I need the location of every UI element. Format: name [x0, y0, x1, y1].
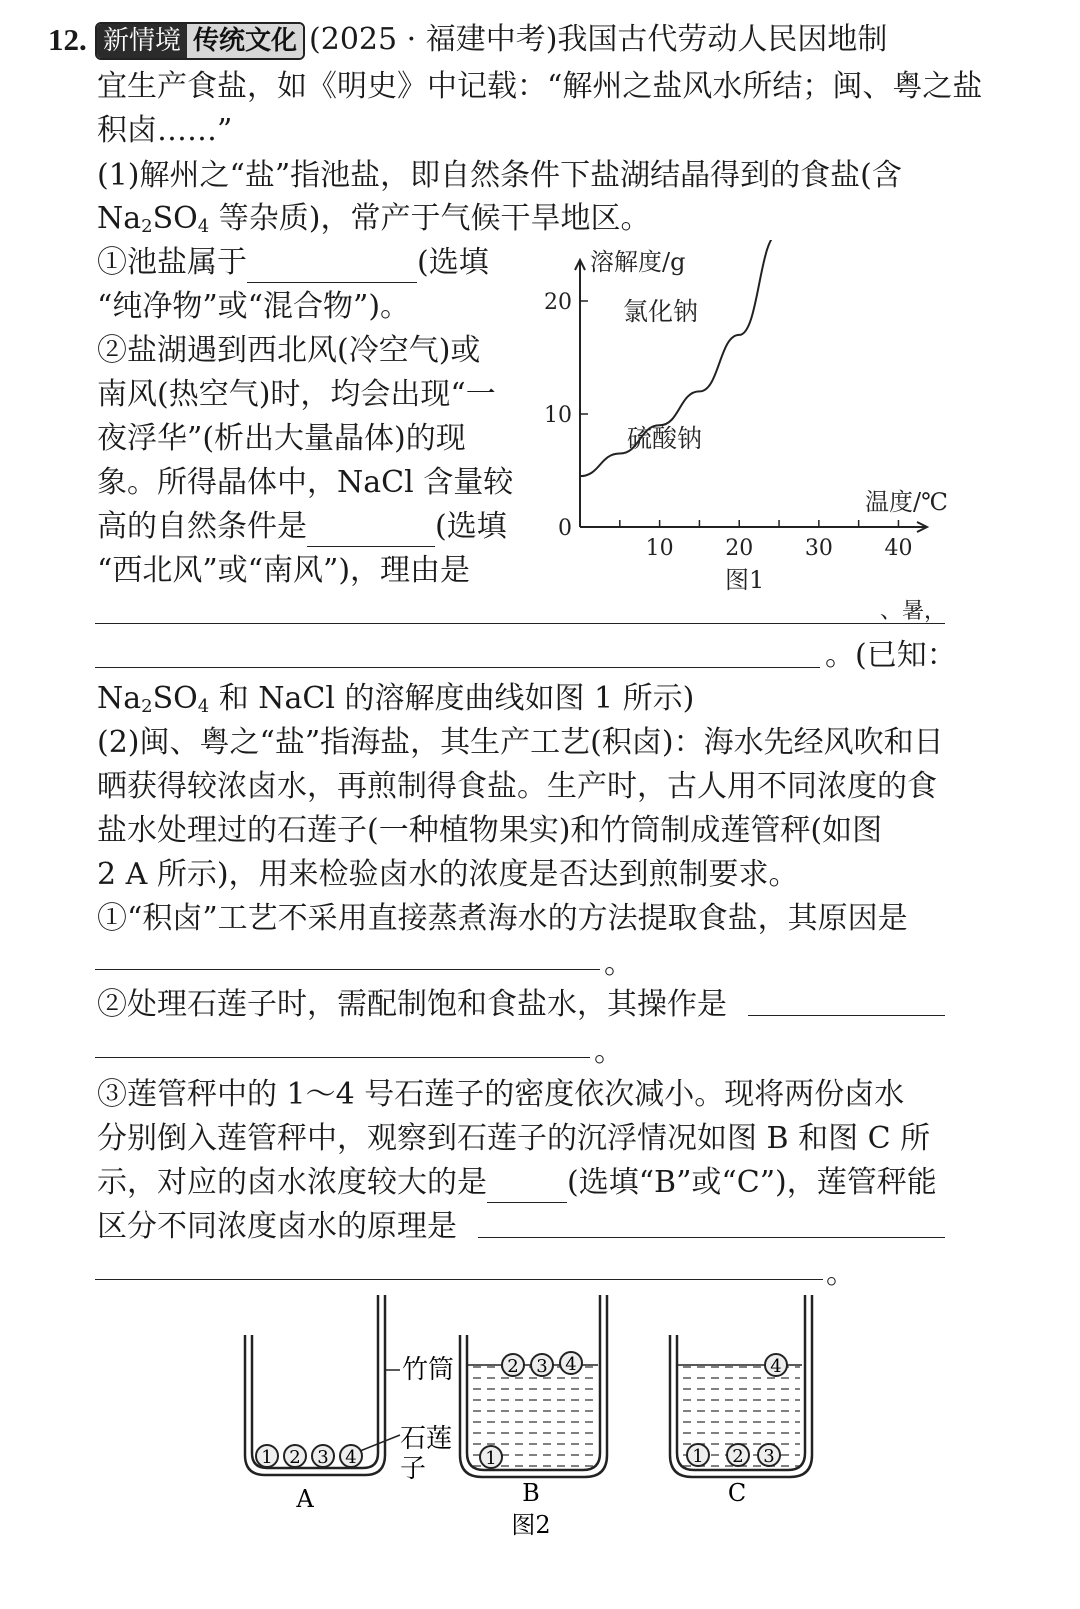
part2-line1: (2)闽、粤之“盐”指海盐，其生产工艺(积卤)：海水先经风吹和日: [97, 725, 944, 760]
answer-blank-q2-reason-1[interactable]: [95, 622, 945, 624]
answer-blank-q2-condition[interactable]: [307, 516, 435, 547]
seed-c-3: [758, 1444, 780, 1467]
part1-q1-options: “纯净物”或“混合物”)。: [97, 289, 411, 324]
label-bamboo-tube: 竹筒: [402, 1355, 455, 1385]
seed-number: 4: [770, 1356, 782, 1377]
part1-q2-known-text: 和 NaCl 的溶解度曲线如图 1 所示): [209, 681, 695, 716]
seed-number: 3: [536, 1356, 548, 1377]
part1-q2-line5: [97, 507, 507, 547]
seed-a-3: [312, 1445, 334, 1468]
tube-a: [245, 1295, 385, 1513]
part1-q1-hint: (选填: [417, 245, 489, 280]
part2-q2: ②处理石莲子时，需配制饱和食盐水，其操作是: [97, 987, 727, 1022]
tube-b: [460, 1295, 607, 1507]
seed-number: 2: [732, 1446, 744, 1467]
question-intro-3: 积卤……”: [97, 113, 233, 148]
chart-title: 图1: [725, 566, 765, 594]
chart-ylabel: 溶解度/g: [590, 248, 686, 276]
part1-q2-text: 高的自然条件是: [97, 509, 307, 544]
part2-q3-line2: 分别倒入莲管秤中，观察到石莲子的沉浮情况如图 B 和图 C 所: [97, 1121, 931, 1156]
question-intro-2: 宜生产食盐，如《明史》中记载：“解州之盐风水所结；闽、粤之盐: [97, 69, 983, 104]
panel-label-a: A: [296, 1485, 314, 1513]
series-label-nacl: 氯化钠: [623, 297, 699, 326]
part1-line2-text: 等杂质)，常产于气候干旱地区。: [209, 201, 651, 236]
part1-q2-line8-end: 。(已知：: [825, 638, 957, 673]
seed-b-4: [560, 1352, 582, 1375]
part1-q2-line6: “西北风”或“南风”)，理由是: [97, 553, 471, 588]
y-tick-label: 0: [558, 516, 572, 541]
label-lotus-seed-1: 石莲: [400, 1424, 453, 1454]
seed-number: 1: [261, 1447, 273, 1468]
seed-c-2: [727, 1444, 749, 1467]
answer-blank-p2-q3-principle-b[interactable]: [95, 1278, 823, 1280]
chart-xlabel: 温度/℃: [865, 488, 948, 516]
part2-q3-line1: ③莲管秤中的 1～4 号石莲子的密度依次减小。现将两份卤水: [97, 1077, 905, 1112]
question-tag: [95, 22, 305, 60]
answer-blank-q2-reason-2[interactable]: [95, 666, 820, 668]
formula-text: Na: [97, 681, 142, 716]
question-intro-1: 我国古代劳动人民因地制: [557, 22, 888, 57]
x-tick-label: 30: [804, 536, 833, 561]
formula-subscript: 2: [141, 696, 153, 717]
part1-line1: (1)解州之“盐”指池盐，即自然条件下盐湖结晶得到的食盐(含: [97, 158, 902, 193]
x-tick-label: 20: [725, 536, 754, 561]
solubility-chart: [535, 240, 955, 600]
seed-a-2: [284, 1445, 306, 1468]
part2-q3-end: 。: [826, 1256, 856, 1291]
formula-subscript: 4: [197, 696, 210, 717]
part2-q1: ①“积卤”工艺不采用直接蒸煮海水的方法提取食盐，其原因是: [97, 901, 908, 936]
tag-new-context: 新情境: [97, 24, 187, 58]
part1-q2-line4: 象。所得晶体中，NaCl 含量较: [97, 465, 514, 500]
answer-blank-p2-q2-a[interactable]: [748, 1014, 945, 1016]
question-number: 12.: [48, 22, 87, 57]
x-tick-label: 10: [645, 536, 674, 561]
panel-label-c: C: [727, 1479, 747, 1507]
part2-q3-line4: 区分不同浓度卤水的原理是: [97, 1209, 457, 1244]
seed-b-2: [502, 1354, 524, 1377]
part1-q2-line7-tail: 、暑，: [880, 599, 947, 624]
seed-number: 4: [565, 1354, 577, 1375]
part2-q3-hint: (选填“B”或“C”)，莲管秤能: [567, 1165, 937, 1200]
part1-q2-hint: (选填: [435, 509, 507, 544]
seed-number: 4: [345, 1447, 357, 1468]
part2-line4: 2 A 所示)，用来检验卤水的浓度是否达到煎制要求。: [97, 857, 799, 892]
part1-line2: [97, 199, 650, 239]
part2-line2: 晒获得较浓卤水，再煎制得食盐。生产时，古人用不同浓度的食: [97, 769, 937, 804]
answer-blank-q1[interactable]: [247, 252, 417, 283]
seed-a-1: [256, 1445, 278, 1468]
figure2-lotus-scale: [220, 1285, 840, 1555]
part1-q2-known: [97, 679, 694, 719]
answer-blank-p2-q1[interactable]: [95, 968, 600, 970]
part2-q1-end: 。: [604, 946, 634, 981]
tag-traditional-culture: 传统文化: [187, 24, 303, 58]
part1-q2-line1: ②盐湖遇到西北风(冷空气)或: [97, 333, 481, 368]
formula-text: SO: [152, 201, 198, 236]
panel-label-b: B: [522, 1479, 540, 1507]
part1-q2-line3: 夜浮华”(析出大量晶体)的现: [97, 421, 466, 456]
seed-number: 2: [507, 1356, 519, 1377]
figure2-caption: 图2: [511, 1511, 551, 1539]
seed-number: 1: [485, 1448, 497, 1469]
seed-c-4: [765, 1354, 787, 1377]
series-label-na2so4: 硫酸钠: [627, 424, 703, 453]
part1-q1-line: [97, 243, 489, 283]
x-tick-label: 40: [884, 536, 913, 561]
seed-a-4: [340, 1445, 362, 1468]
seed-number: 3: [317, 1447, 329, 1468]
part2-q3-line3: [97, 1163, 937, 1203]
seed-c-1: [687, 1444, 709, 1467]
answer-blank-p2-q3-principle-a[interactable]: [478, 1236, 945, 1238]
part1-q2-line2: 南风(热空气)时，均会出现“一: [97, 377, 496, 412]
question-header-line: [95, 20, 887, 60]
part2-q3-text: 示，对应的卤水浓度较大的是: [97, 1165, 487, 1200]
seed-number: 1: [692, 1446, 704, 1467]
y-tick-label: 10: [544, 403, 572, 428]
tube-c: [670, 1295, 812, 1507]
part1-q1-text: ①池盐属于: [97, 245, 247, 280]
part2-q2-end: 。: [594, 1034, 624, 1069]
answer-blank-p2-q2-b[interactable]: [95, 1056, 590, 1058]
seed-b-1: [480, 1446, 502, 1469]
y-tick-label: 20: [544, 290, 572, 315]
formula-text: SO: [152, 681, 198, 716]
seed-number: 3: [763, 1446, 775, 1467]
part2-line3: 盐水处理过的石莲子(一种植物果实)和竹筒制成莲管秤(如图: [97, 813, 883, 848]
answer-blank-p2-q3-choice[interactable]: [487, 1172, 567, 1203]
seed-b-3: [531, 1354, 553, 1377]
label-lotus-seed-2: 子: [400, 1454, 427, 1484]
formula-subscript: 2: [141, 216, 153, 237]
formula-text: Na: [97, 201, 142, 236]
seed-number: 2: [289, 1447, 301, 1468]
formula-subscript: 4: [197, 216, 210, 237]
question-source: (2025 · 福建中考): [309, 22, 558, 57]
